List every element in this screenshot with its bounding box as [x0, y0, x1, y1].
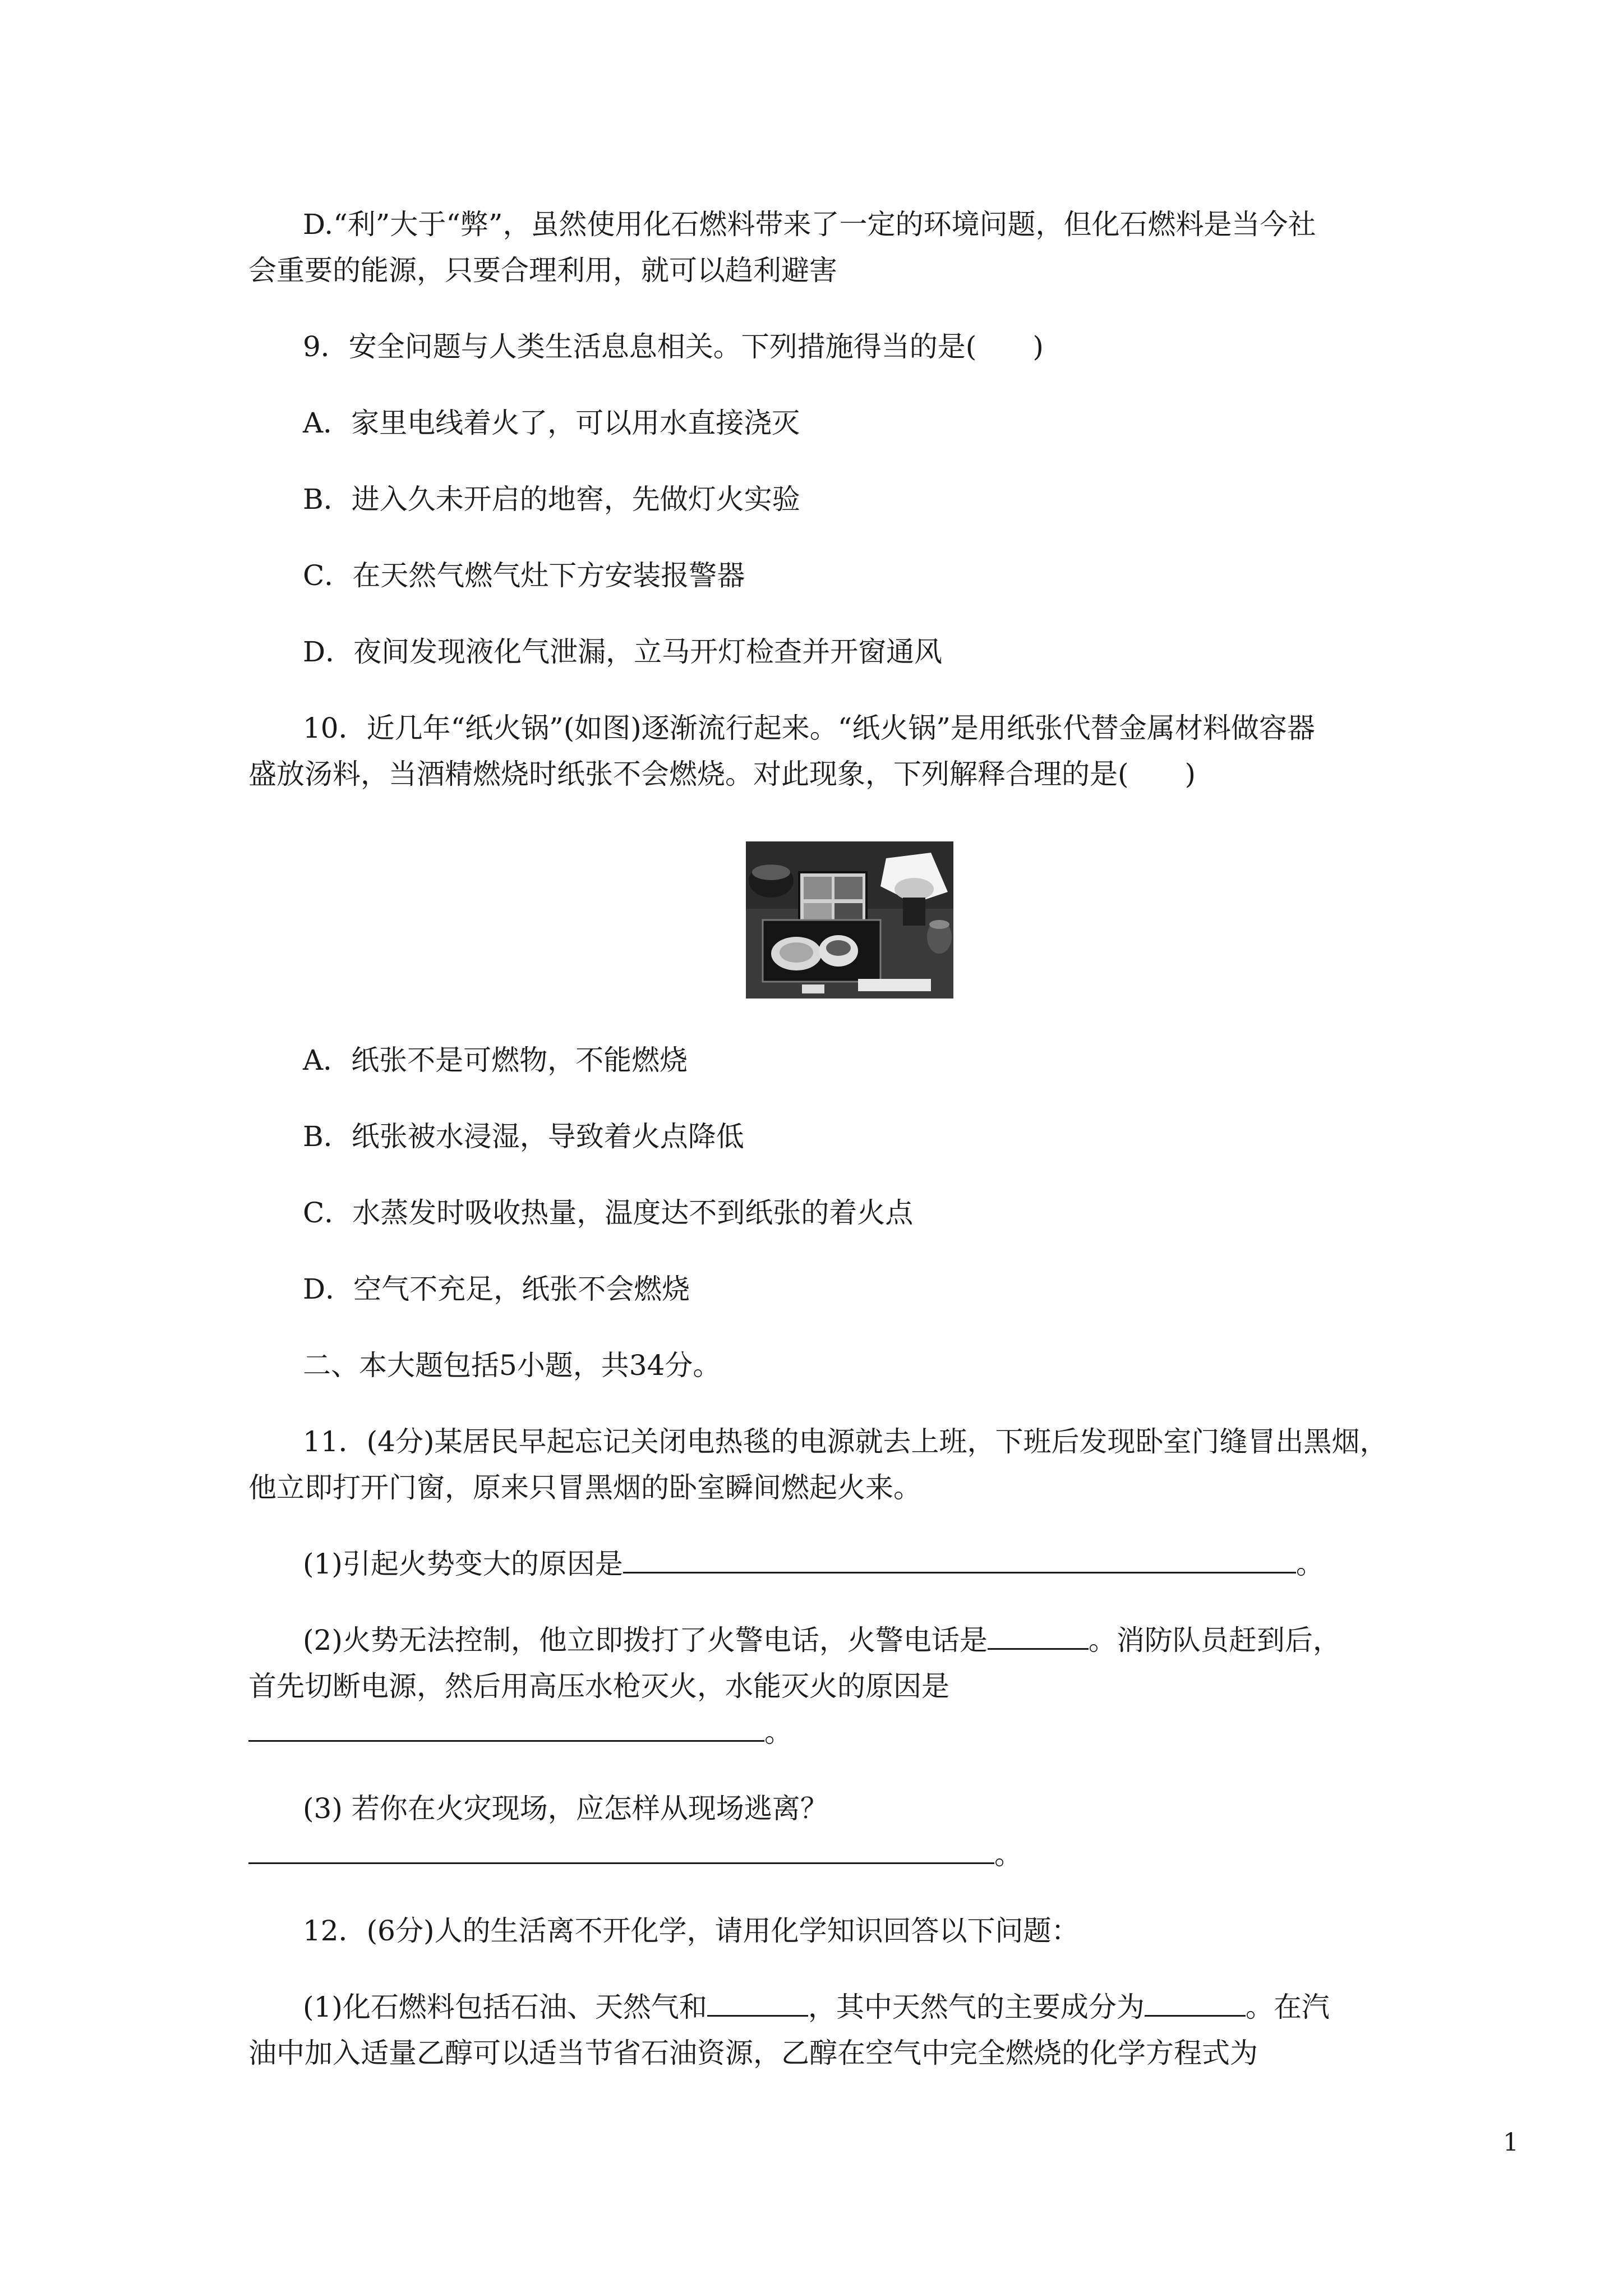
question-11-part-2-text-b: 。消防队员赶到后， [1088, 1624, 1341, 1657]
question-10-stem-line2: 盛放汤料，当酒精燃烧时纸张不会燃烧。对此现象，下列解释合理的是( ) [248, 758, 1196, 790]
question-11-part-2-line3 [248, 1715, 792, 1749]
page-number: 1 [1503, 2128, 1519, 2157]
question-10-option-b: B．纸张被水浸湿，导致着火点降低 [303, 1120, 744, 1153]
question-10-option-c: C．水蒸发时吸收热量，温度达不到纸张的着火点 [303, 1197, 914, 1229]
question-11-part-3-line2 [248, 1838, 1022, 1871]
question-11-part-1 [303, 1547, 1324, 1581]
question-12-stem: 12．(6分)人的生活离不开化学，请用化学知识回答以下问题： [303, 1915, 1080, 1947]
question-9-option-c: C．在天然气燃气灶下方安装报警器 [303, 559, 745, 592]
question-12-part-1-line2: 油中加入适量乙醇可以适当节省石油资源，乙醇在空气中完全燃烧的化学方程式为 [248, 2037, 1258, 2069]
question-12-part-1-line1 [303, 1990, 1330, 2024]
question-11-part-2-text-a: (2)火势无法控制，他立即拨打了火警电话，火警电话是 [303, 1624, 988, 1657]
question-11-part-1-text: (1)引起火势变大的原因是 [303, 1548, 623, 1580]
question-9-option-d: D．夜间发现液化气泄漏，立马开灯检查并开窗通风 [303, 636, 943, 668]
question-10-option-a: A．纸张不是可燃物，不能燃烧 [303, 1044, 688, 1076]
answer-blank-11-3[interactable] [248, 1838, 994, 1864]
question-11-part-2-line2: 首先切断电源，然后用高压水枪灭火，水能灭火的原因是 [248, 1670, 949, 1703]
answer-blank-11-2b[interactable] [248, 1715, 764, 1742]
period: 。 [994, 1838, 1022, 1871]
paper-hotpot-photo [746, 841, 953, 999]
question-11-stem-line1: 11．(4分)某居民早起忘记关闭电热毯的电源就去上班，下班后发现卧室门缝冒出黑烟， [303, 1425, 1388, 1458]
section-2-heading: 二、本大题包括5小题，共34分。 [303, 1349, 721, 1382]
answer-blank-11-1[interactable] [623, 1547, 1296, 1573]
answer-blank-12-1a[interactable] [707, 1990, 808, 2017]
question-11-part-2-line1 [303, 1623, 1341, 1657]
question-12-part-1-text-a: (1)化石燃料包括石油、天然气和 [303, 1991, 707, 2023]
paper-hotpot-illustration [746, 841, 953, 999]
question-11-stem-line2: 他立即打开门窗，原来只冒黑烟的卧室瞬间燃起火来。 [248, 1471, 921, 1504]
q8-option-d-line2: 会重要的能源，只要合理利用，就可以趋利避害 [248, 254, 837, 287]
question-10-stem-line1: 10．近几年“纸火锅”(如图)逐渐流行起来。“纸火锅”是用纸张代替金属材料做容器 [303, 712, 1315, 744]
question-9-option-b: B．进入久未开启的地窖，先做灯火实验 [303, 483, 800, 516]
answer-blank-12-1b[interactable] [1145, 1990, 1246, 2017]
question-12-part-1-text-c: 。在汽 [1245, 1991, 1330, 2023]
question-11-part-3-line1: (3) 若你在火灾现场，应怎样从现场逃离？ [303, 1792, 828, 1825]
period: 。 [1295, 1548, 1324, 1580]
question-10-option-d: D．空气不充足，纸张不会燃烧 [303, 1273, 690, 1305]
period: 。 [764, 1716, 792, 1749]
question-9-stem: 9．安全问题与人类生活息息相关。下列措施得当的是( ) [303, 330, 1044, 363]
answer-blank-11-2a[interactable] [988, 1623, 1089, 1650]
question-9-option-a: A．家里电线着火了，可以用水直接浇灭 [303, 407, 800, 439]
question-12-part-1-text-b: ，其中天然气的主要成分为 [808, 1991, 1145, 2023]
q8-option-d-line1: D.“利”大于“弊”，虽然使用化石燃料带来了一定的环境问题，但化石燃料是当今社 [303, 208, 1316, 241]
